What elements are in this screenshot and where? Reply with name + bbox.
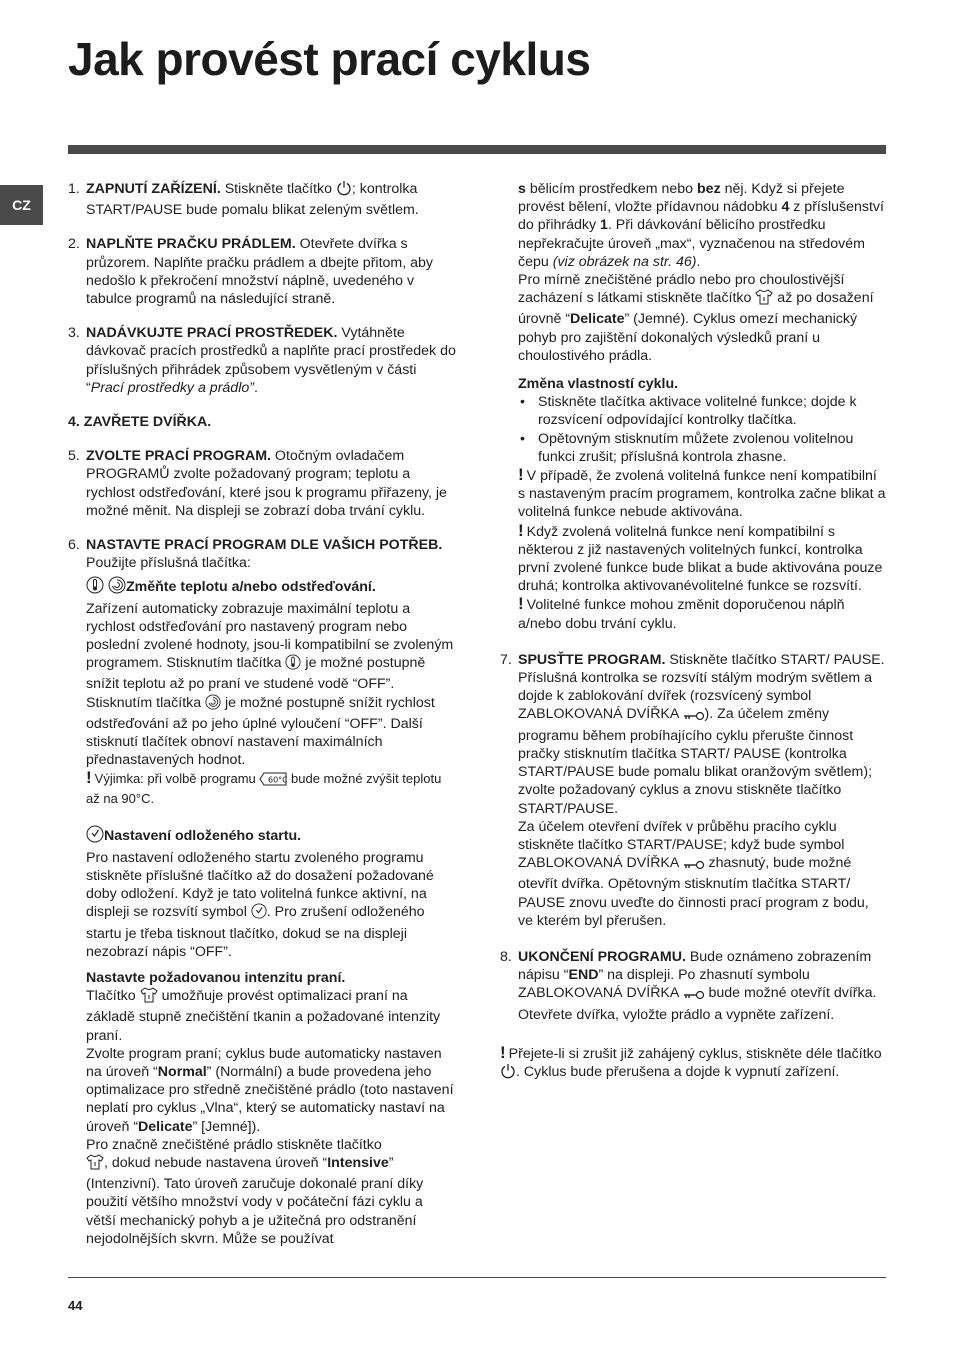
door-lock-key-icon — [683, 857, 705, 875]
paragraph-text: . Při dávkování bělicího prostředku nepřekračujte úroveň „max“, vyznačenou na středovém čepu — [518, 217, 865, 270]
step-reference: Prací prostředky a prádlo” — [90, 379, 254, 396]
list-item-text: Stiskněte tlačítka aktivace volitelné funkce; dojde k rozsvícení odpovídající kontrolky tlačítka. — [538, 394, 857, 429]
note-text: Výjimka: při volbě programu — [94, 771, 260, 787]
step-heading: SPUSŤTE PROGRAM. — [518, 651, 666, 668]
paragraph-text: až po dosažení úrovně “ — [518, 290, 874, 328]
page-number: 44 — [68, 1298, 83, 1313]
svg-text:60°C: 60°C — [268, 775, 288, 785]
emphasis: 4 — [781, 199, 790, 216]
warning-note — [518, 522, 886, 596]
list-item: • Stiskněte tlačítka aktivace volitelné funkce; dojde k rozsvícení odpovídající kontrolky tlačítka. — [518, 393, 886, 429]
step-text: . — [253, 379, 258, 396]
warning-mark: ! — [518, 465, 524, 485]
step-number: 6. — [68, 537, 80, 554]
warning-text: Přejete-li si zrušit již zahájený cyklus, stiskněte déle tlačítko — [508, 1045, 882, 1062]
step-5 — [68, 447, 456, 520]
step-8 — [500, 948, 886, 1024]
step-number: 7. — [500, 651, 512, 668]
emphasis: bez — [697, 181, 721, 197]
step-text: Vytáhněte dávkovač pracích prostředků a naplňte prací prostředek do příslušných přihrádek způsobem vysvětleným v části “ — [86, 325, 456, 396]
paragraph-text: ” (Jemné). Cyklus omezí mechanický pohyb pro zajištění dokonalých výsledků praní u choulostivého prádla. — [518, 311, 858, 364]
option-text: Pro značně znečištěné prádlo stiskněte tlačítko — [86, 1136, 382, 1153]
step-4 — [68, 413, 456, 431]
step-2 — [68, 235, 456, 308]
page-reference: (viz obrázek na str. 46) — [552, 253, 697, 270]
step-heading: UKONČENÍ PROGRAMU. — [518, 948, 686, 965]
step-heading: NADÁVKUJTE PRACÍ PROSTŘEDEK. — [86, 325, 338, 342]
program-60-icon — [259, 772, 287, 790]
step-heading: NAPLŇTE PRAČKU PRÁDLEM. — [86, 236, 296, 253]
step-heading: ZVOLTE PRACÍ PROGRAM. — [86, 448, 271, 465]
step-text: bude možné otevřít dvířka. Otevřete dvířka, vyložte prádlo a vypněte zařízení. — [518, 985, 877, 1023]
level-name: Intensive — [327, 1154, 389, 1171]
left-column — [68, 180, 456, 1248]
step-number: 1. — [68, 181, 80, 197]
delay-timer-icon — [86, 825, 104, 848]
intensity-block — [86, 969, 456, 1248]
warning-mark: ! — [500, 1042, 506, 1062]
step-text: Použijte příslušná tlačítka: — [86, 555, 251, 572]
step-number: 3. — [68, 325, 80, 342]
option-text: ” [Jemné]). — [192, 1118, 261, 1135]
delay-block — [86, 825, 456, 960]
step-number: 8. — [500, 948, 512, 965]
step-number: 5. — [68, 448, 80, 465]
page-title: Jak provést prací cyklus — [68, 33, 591, 85]
warning-note — [518, 595, 886, 632]
step-1 — [68, 180, 456, 219]
power-icon — [336, 180, 352, 201]
option-text: ” (Normální) a bude provedena jeho optimalizace pro středně znečištěné prádlo (toto nastavení neplatí pro cyklus „Vlna“, který se automaticky nastaví na úroveň “ — [86, 1063, 454, 1135]
warning-note — [518, 466, 886, 522]
option-heading: Změna vlastností cyklu. — [518, 376, 679, 393]
emphasis: s — [518, 181, 526, 197]
step-text: Stiskněte tlačítko START/ PAUSE. Příslušná kontrolka se rozsvítí stálým modrým světlem a dojde k zablokování dvířek (rozsvícený symbol ZABLOKOVANÁ DVÍŘKA — [518, 651, 885, 723]
warning-mark: ! — [518, 594, 524, 614]
shirt-intensity-icon — [86, 1154, 104, 1175]
cancel-cycle-note — [500, 1044, 886, 1084]
option-heading: Změňte teplotu a/nebo odstřeďování. — [125, 579, 376, 596]
paragraph-text: bělicím prostředkem nebo — [525, 181, 698, 197]
step-heading: NASTAVTE PRACÍ PROGRAM DLE VAŠICH POTŘEB. — [86, 537, 443, 554]
step-text: Bude oznámeno zobrazením nápisu “ — [518, 948, 872, 984]
option-heading: Nastavte požadovanou intenzitu praní. — [86, 969, 346, 986]
language-tab: CZ — [0, 185, 43, 225]
option-heading: Nastavení odloženého startu. — [104, 828, 302, 845]
step-3 — [68, 324, 456, 397]
warning-text: V případě, že zvolená volitelná funkce není kompatibilní s nastaveným pracím programem, kontrolka začne blikat a volitelná funkce nebude aktivována. — [518, 468, 886, 521]
option-text: umožňuje provést optimalizaci praní na základě stupně znečištění tkanin a požadované intenzity praní. — [86, 988, 441, 1044]
thermometer-icon — [86, 576, 104, 599]
list-item: • Opětovným stisknutím můžete zvolenou volitelnou funkci zrušit; příslušná kontrola zhasne. — [518, 430, 886, 466]
thermometer-icon — [285, 654, 301, 675]
door-lock-key-icon — [683, 708, 705, 726]
emphasis: 1 — [600, 217, 608, 234]
option-text: je možné postupně snížit teplotu až po praní ve studené vodě “OFF”. Stisknutím tlačítka — [86, 655, 426, 711]
door-lock-key-icon — [683, 987, 705, 1005]
level-name: Delicate — [138, 1118, 193, 1135]
step-text: ). Za účelem změny programu během probíhajícího cyklu přerušte činnost pračky stisknutím tlačítka START/ PAUSE (kontrolka START/PAUSE bude pomalu blikat oranžovým světlem); zvolte požadovaný cyklus a znovu stiskněte tlačítko START/PAUSE. — [518, 706, 873, 817]
warning-text: . Cyklus bude přerušena a dojde k vypnutí zařízení. — [516, 1063, 840, 1080]
option-text: Pro nastavení odloženého startu zvoleného programu stiskněte příslušné tlačítko až do dosažení požadované doby odložení. Když je tato volitelná funkce aktivní, na displeji se rozsvítí symbol — [86, 849, 434, 921]
step-text: ; kontrolka START/PAUSE bude pomalu blikat zeleným světlem. — [86, 181, 419, 219]
spin-icon — [108, 576, 126, 599]
change-options-block — [518, 375, 886, 633]
step-text: Stiskněte tlačítko — [220, 181, 336, 197]
shirt-intensity-icon — [140, 987, 158, 1008]
paragraph-text: z příslušenství do přihrádky — [518, 199, 884, 234]
warning-mark: ! — [518, 520, 524, 540]
step-heading: ZAPNUTÍ ZAŘÍZENÍ. — [86, 181, 221, 197]
option-text: ” (Intenzivní). Tato úroveň zaručuje dokonalé praní díky použití většího množství vody v počáteční fázi cyklu a větší mechanický pohyb a je užitečná pro odstranění nejodolnějších skvrn. Může se používat — [86, 1154, 424, 1247]
step-text: Otevřete dvířka s průzorem. Naplňte pračku prádlem a dbejte přitom, aby nedošlo k překročení množství náplně, uvedeného v tabulce programů na následující straně. — [86, 236, 433, 308]
option-text: Zařízení automaticky zobrazuje maximální teplotu a rychlost odstřeďování pro nastavený program nebo poslední zvolené hodnoty, jsou-li kompatibilní se zvoleným programem. Stisknutím tlačítka — [86, 600, 454, 672]
step-text: ” na displeji. Po zhasnutí symbolu ZABLOKOVANÁ DVÍŘKA — [518, 967, 810, 1002]
step-number: 2. — [68, 236, 80, 253]
level-name: Delicate — [570, 311, 625, 328]
warning-text: Když zvolená volitelná funkce není kompatibilní s některou z již nastavených volitelných funkcí, kontrolka první zvolené funkce bude blikat a bude aktivována pouze druhá; kontrolka aktivovanévolitelné funkce se rozsvítí. — [518, 523, 883, 595]
header-bar — [68, 145, 886, 154]
step-7 — [500, 651, 886, 930]
exception-note — [86, 769, 456, 807]
paragraph-text: Pro mírně znečištěné prádlo nebo pro choulostivější zacházení s látkami stiskněte tlačítko — [518, 272, 845, 307]
step-text: Otočným ovladačem PROGRAMŮ zvolte požadovaný program; teplotu a rychlost odstřeďování, které jsou k programu přiřazeny, je možné měnit. Na displeji se zobrazí doba trvání cyklu. — [86, 448, 447, 519]
intensity-continued — [500, 180, 886, 633]
shirt-intensity-icon — [755, 289, 773, 310]
option-text: , dokud nebude nastavena úroveň “ — [104, 1154, 328, 1171]
display-text: END — [568, 967, 599, 984]
option-text: je možné postupně snížit rychlost odstřeďování až po jeho úplné vyloučení “OFF”. Další stisknutí tlačítek obnoví nastavení maximálních přednastavených hodnot. — [86, 694, 435, 769]
temp-spin-block — [86, 576, 456, 807]
footer-divider — [68, 1277, 886, 1278]
option-text: Tlačítko — [86, 988, 140, 1005]
list-item-text: Opětovným stisknutím můžete zvolenou volitelnou funkci zrušit; příslušná kontrola zhasne. — [538, 430, 854, 465]
power-icon — [500, 1063, 516, 1084]
step-heading: 4. ZAVŘETE DVÍŘKA. — [68, 414, 212, 431]
warning-mark: ! — [86, 768, 92, 788]
option-text: Zvolte program praní; cyklus bude automaticky nastaven na úroveň “ — [86, 1045, 442, 1080]
step-6 — [68, 536, 456, 1248]
paragraph-text: . — [696, 253, 701, 270]
right-column — [500, 180, 886, 1084]
level-name: Normal — [157, 1063, 207, 1080]
step-text: zhasnutý, bude možné otevřít dvířka. Opětovným stisknutím tlačítka START/ PAUSE znovu uveďte do činnosti prací program z bodu, ve kterém byl přerušen. — [518, 855, 869, 929]
paragraph-text: něj. Když si přejete provést bělení, vložte přídavnou nádobku — [518, 181, 845, 216]
warning-text: Volitelné funkce mohou změnit doporučenou náplň a/nebo dobu trvání cyklu. — [518, 597, 845, 632]
note-text: bude možné zvýšit teplotu až na 90°C. — [86, 771, 442, 807]
option-text: . Pro zrušení odloženého startu je třeba tisknout tlačítko, dokud se na displeji nezobrazí nápis “OFF”. — [86, 904, 425, 960]
spin-icon — [205, 694, 221, 715]
delay-timer-icon — [251, 903, 267, 924]
step-text: Za účelem otevření dvířek v průběhu pracího cyklu stiskněte tlačítko START/PAUSE; když bude symbol ZABLOKOVANÁ DVÍŘKA — [518, 818, 845, 872]
